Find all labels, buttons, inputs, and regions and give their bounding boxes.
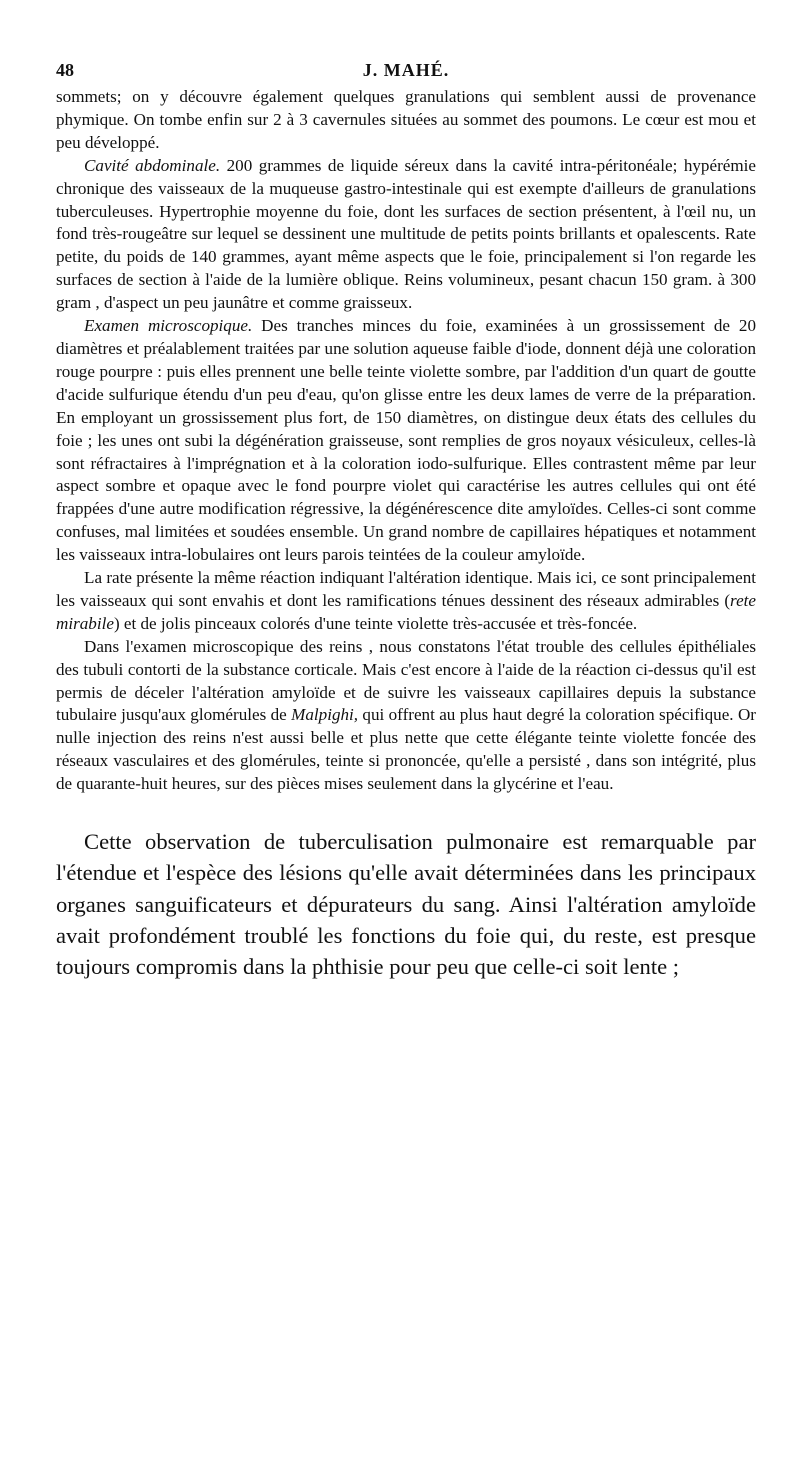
document-page	[56, 52, 756, 982]
running-title: J. MAHÉ.	[362, 60, 450, 80]
body-text-large	[56, 826, 756, 982]
italic-text: Cavité abdominale.	[84, 155, 221, 175]
paragraph-5	[56, 636, 756, 796]
paragraph-3	[56, 315, 756, 567]
text-run: Dans l'examen microscopique des reins , nous constatons l'état trouble des cellules épithéliales des tubuli contorti de la substance corticale. Mais c'est encore à l'aide de la réaction ci-dessus qu'il est permis de déceler l'altération amyloïde et de suivre les vaisseaux capillaires depuis la substance tubulaire jusqu'aux glomérules de	[56, 636, 756, 725]
text-run: Des tranches minces du foie, examinées à un grossissement de 20 diamètres et préalablement traitées par une solution aqueuse faible d'iode, donnent déjà une coloration rouge pourpre : puis elles prennent une belle teinte violette sombre, par l'addition d'un quart de goutte d'acide sulfurique étendu d'un peu d'eau, qu'on glisse entre les deux lames de verre de la préparation. En employant un grossissement plus fort, de 150 diamètres, on distingue deux états des cellules du foie ; les unes ont subi la dégénération graisseuse, sont remplies de gros noyaux vésiculeux, celles-là sont réfractaires à l'imprégnation et à la coloration iodo-sulfurique. Elles contrastent même par leur aspect sombre et opaque avec le fond pourpre violet qui caractérise les autres cellules qui ont été frappées d'une autre modification régressive, la dégénérescence dite amyloïdes. Celles-ci sont comme confuses, mal limitées et soudées ensemble. Un grand nombre de capillaires hépatiques et notamment les vaisseaux intra-lobulaires ont leurs parois teintées de la couleur amyloïde.	[56, 316, 757, 565]
text-run: sommets; on y découvre également quelques granulations qui semblent aussi de provenance phymique. On tombe enfin sur 2 à 3 cavernules situées au sommet des poumons. Le cœur est mou et peu développé.	[56, 87, 756, 152]
page-header	[56, 52, 756, 86]
text-run: qui offrent au plus haut degré la coloration spécifique. Or nulle injection des reins n'est aussi belle et plus nette que cette élégante teinte violette foncée des réseaux vasculaires et des glomérules, teinte si prononcée, qu'elle a persisté , dans son intégrité, plus de quarante-huit heures, sur des pièces mises seulement dans la glycérine et l'eau.	[56, 705, 756, 794]
italic-text: Malpighi,	[291, 705, 359, 725]
page-number: 48	[56, 60, 74, 80]
text-run: Cette observation de tuberculisation pulmonaire est remarquable par l'étendue et l'espèce des lésions qu'elle avait déterminées dans les principaux organes sanguificateurs et dépurateurs du sang. Ainsi l'altération amyloïde avait profondément troublé les fonctions du foie qui, du reste, est presque toujours compromis dans la phthisie pour peu que celle-ci soit lente ;	[56, 829, 756, 979]
text-run: 200 grammes de liquide séreux dans la cavité intra-péritonéale; hypérémie chronique des vaisseaux de la muqueuse gastro-intestinale qui est exempte d'ailleurs de granulations tuberculeuses. Hypertrophie moyenne du foie, dont les surfaces de section présentent, à l'œil nu, un fond très-rougeâtre sur lequel se dessinent une multitude de petits points brillants et opalescents. Rate petite, du poids de 140 grammes, ayant même aspects que le foie, principalement si l'on regarde les surfaces de section à l'aide de la lumière oblique. Reins volumineux, pesant chacun 150 gram. à 300 gram , d'aspect un peu jaunâtre et comme graisseux.	[56, 155, 756, 313]
paragraph-1	[56, 86, 756, 155]
paragraph-6	[56, 826, 756, 982]
paragraph-4	[56, 567, 756, 636]
italic-text: rete mirabile	[56, 590, 756, 633]
text-run: ) et de jolis pinceaux colorés d'une teinte violette très-accusée et très-foncée.	[113, 613, 638, 633]
text-run: La rate présente la même réaction indiquant l'altération identique. Mais ici, ce sont principalement les vaisseaux qui sont envahis et dont les ramifications ténues dessinent des réseaux admirables (	[56, 568, 756, 610]
body-text-small	[56, 86, 756, 796]
italic-text: Examen microscopique.	[84, 316, 253, 336]
paragraph-2	[56, 155, 756, 315]
